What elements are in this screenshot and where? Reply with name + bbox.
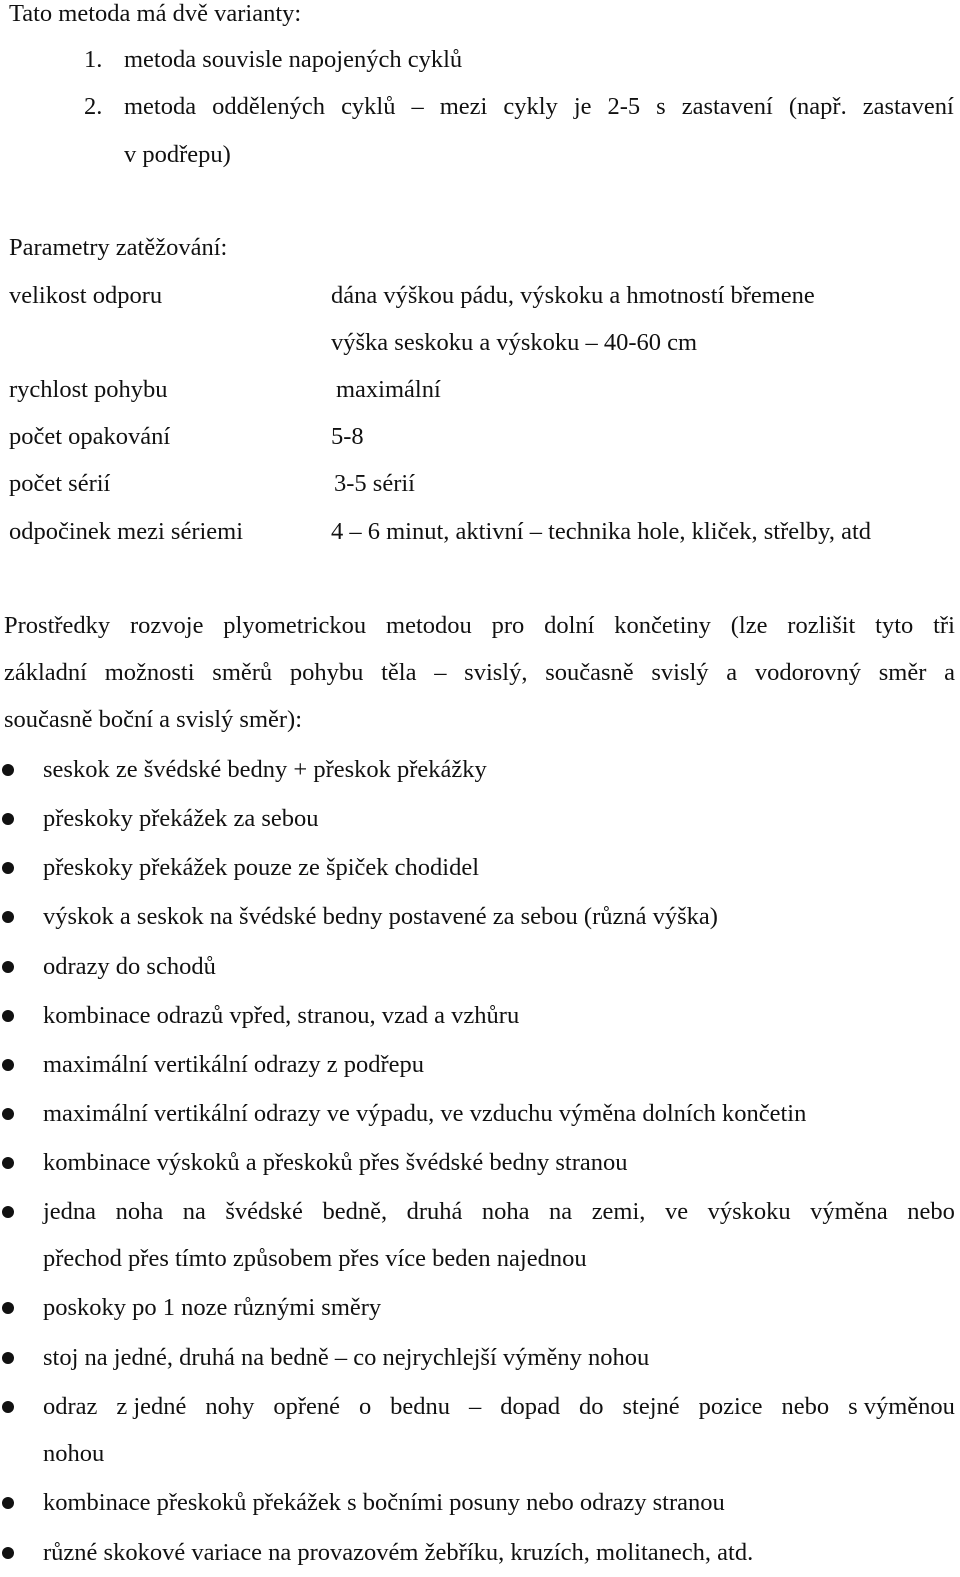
word: noha xyxy=(115,1198,164,1225)
list-item: seskok ze švédské bedny + přeskok překážky xyxy=(43,756,487,783)
word: s výměnou xyxy=(848,1393,955,1420)
param-value-resistance: dána výškou pádu, výskoku a hmotností břemene xyxy=(331,282,815,309)
word: tyto xyxy=(875,612,914,639)
bullet-dot-icon xyxy=(2,1302,14,1314)
bullet-dot-icon xyxy=(2,961,14,973)
param-label-sets: počet sérií xyxy=(9,470,111,497)
word: ve xyxy=(664,1198,689,1225)
word: – xyxy=(469,1393,482,1420)
word: jedna xyxy=(43,1198,97,1225)
word: cyklů xyxy=(341,93,396,120)
list-item: stoj na jedné, druhá na bedně – co nejrychlejší výměny nohou xyxy=(43,1344,650,1371)
means-paragraph-line-1 xyxy=(4,614,955,639)
variant-text-1: metoda souvisle napojených cyklů xyxy=(124,46,463,73)
word: mezi xyxy=(439,93,488,120)
bullet-dot-icon xyxy=(2,1157,14,1169)
word: zastavení xyxy=(862,93,954,120)
word: (např. xyxy=(788,93,847,120)
word: výskoku xyxy=(707,1198,791,1225)
means-paragraph-line-3: současně boční a svislý směr): xyxy=(4,706,303,733)
bullet-dot-icon xyxy=(2,1010,14,1022)
word: pohybu xyxy=(289,659,364,686)
list-item: kombinace přeskoků překážek s bočními posuny nebo odrazy stranou xyxy=(43,1489,725,1516)
word: dopad xyxy=(500,1393,561,1420)
variant-number-2: 2. xyxy=(84,93,103,120)
means-paragraph-line-2 xyxy=(4,661,955,686)
param-label-resistance: velikost odporu xyxy=(9,282,163,309)
word: výměna xyxy=(810,1198,888,1225)
word: 2-5 xyxy=(607,93,641,120)
word: švédské xyxy=(225,1198,303,1225)
word: oddělených xyxy=(212,93,326,120)
word: cykly xyxy=(503,93,558,120)
word: – xyxy=(434,659,447,686)
bullet-dot-icon xyxy=(2,1108,14,1120)
word: svislý xyxy=(651,659,709,686)
bullet-dot-icon xyxy=(2,1401,14,1413)
word: rozlišit xyxy=(787,612,856,639)
list-item xyxy=(43,1395,955,1420)
list-item: maximální vertikální odrazy ve výpadu, ve vzduchu výměna dolních končetin xyxy=(43,1100,807,1127)
word: končetiny xyxy=(614,612,711,639)
list-item: odrazy do schodů xyxy=(43,953,216,980)
word: rozvoje xyxy=(130,612,204,639)
word: pro xyxy=(491,612,525,639)
list-item: maximální vertikální odrazy z podřepu xyxy=(43,1051,424,1078)
param-label-rest: odpočinek mezi sériemi xyxy=(9,518,244,545)
word: je xyxy=(573,93,592,120)
bullet-dot-icon xyxy=(2,813,14,825)
word: svislý, xyxy=(464,659,528,686)
word: směrů xyxy=(212,659,273,686)
list-item: výskok a seskok na švédské bedny postavené za sebou (různá výška) xyxy=(43,903,718,930)
param-value-sets: 3-5 sérií xyxy=(334,470,415,497)
word: (lze xyxy=(730,612,768,639)
word: nohy xyxy=(205,1393,255,1420)
param-label-reps: počet opakování xyxy=(9,423,171,450)
intro-text: Tato metoda má dvě varianty: xyxy=(9,0,302,27)
list-item: poskoky po 1 noze různými směry xyxy=(43,1294,382,1321)
param-value-reps: 5-8 xyxy=(331,423,364,450)
bullet-dot-icon xyxy=(2,1206,14,1218)
word: bednu xyxy=(390,1393,451,1420)
word: o xyxy=(358,1393,372,1420)
word: stejné xyxy=(622,1393,680,1420)
word: zastavení xyxy=(681,93,773,120)
word: základní xyxy=(4,659,87,686)
bullet-dot-icon xyxy=(2,1352,14,1364)
param-label-speed: rychlost pohybu xyxy=(9,376,168,403)
bullet-dot-icon xyxy=(2,862,14,874)
variant-text-2-continuation: v podřepu) xyxy=(124,141,231,168)
word: zemi, xyxy=(591,1198,646,1225)
variant-text-2 xyxy=(124,95,954,120)
list-item: různé skokové variace na provazovém žebříku, kruzích, molitanech, atd. xyxy=(43,1539,754,1566)
word: do xyxy=(579,1393,604,1420)
bullet-dot-icon xyxy=(2,764,14,776)
list-item xyxy=(43,1200,955,1225)
bullet-dot-icon xyxy=(2,911,14,923)
word: na xyxy=(549,1198,573,1225)
word: na xyxy=(182,1198,206,1225)
word: a xyxy=(944,659,955,686)
list-item-continuation: přechod přes tímto způsobem přes více beden najednou xyxy=(43,1245,587,1272)
list-item-continuation: nohou xyxy=(43,1440,105,1467)
word: Prostředky xyxy=(4,612,111,639)
word: pozice xyxy=(698,1393,763,1420)
variant-number-1: 1. xyxy=(84,46,103,73)
bullet-dot-icon xyxy=(2,1547,14,1559)
word: – xyxy=(411,93,424,120)
word: noha xyxy=(481,1198,530,1225)
word: plyometrickou xyxy=(223,612,367,639)
param-value-speed: maximální xyxy=(336,376,441,403)
word: tři xyxy=(933,612,955,639)
word: s xyxy=(656,93,666,120)
bullet-dot-icon xyxy=(2,1059,14,1071)
word: opřené xyxy=(273,1393,341,1420)
param-value-height: výška seskoku a výskoku – 40-60 cm xyxy=(331,329,698,356)
word: směr xyxy=(878,659,927,686)
word: odraz xyxy=(43,1393,98,1420)
list-item: přeskoky překážek pouze ze špiček chodidel xyxy=(43,854,480,881)
bullet-dot-icon xyxy=(2,1497,14,1509)
list-item: kombinace odrazů vpřed, stranou, vzad a vzhůru xyxy=(43,1002,520,1029)
word: nebo xyxy=(907,1198,955,1225)
list-item: kombinace výskoků a přeskoků přes švédské bedny stranou xyxy=(43,1149,628,1176)
word: možnosti xyxy=(104,659,195,686)
word: metoda xyxy=(124,93,197,120)
word: metodou xyxy=(386,612,472,639)
list-item: přeskoky překážek za sebou xyxy=(43,805,319,832)
word: těla xyxy=(381,659,417,686)
word: dolní xyxy=(544,612,595,639)
word: a xyxy=(726,659,738,686)
word: současně xyxy=(545,659,634,686)
word: vodorovný xyxy=(754,659,862,686)
word: druhá xyxy=(406,1198,463,1225)
params-heading: Parametry zatěžování: xyxy=(9,234,228,261)
param-value-rest: 4 – 6 minut, aktivní – technika hole, kliček, střelby, atd xyxy=(331,518,872,545)
word: z jedné xyxy=(116,1393,187,1420)
word: bedně, xyxy=(322,1198,388,1225)
word: nebo xyxy=(781,1393,830,1420)
